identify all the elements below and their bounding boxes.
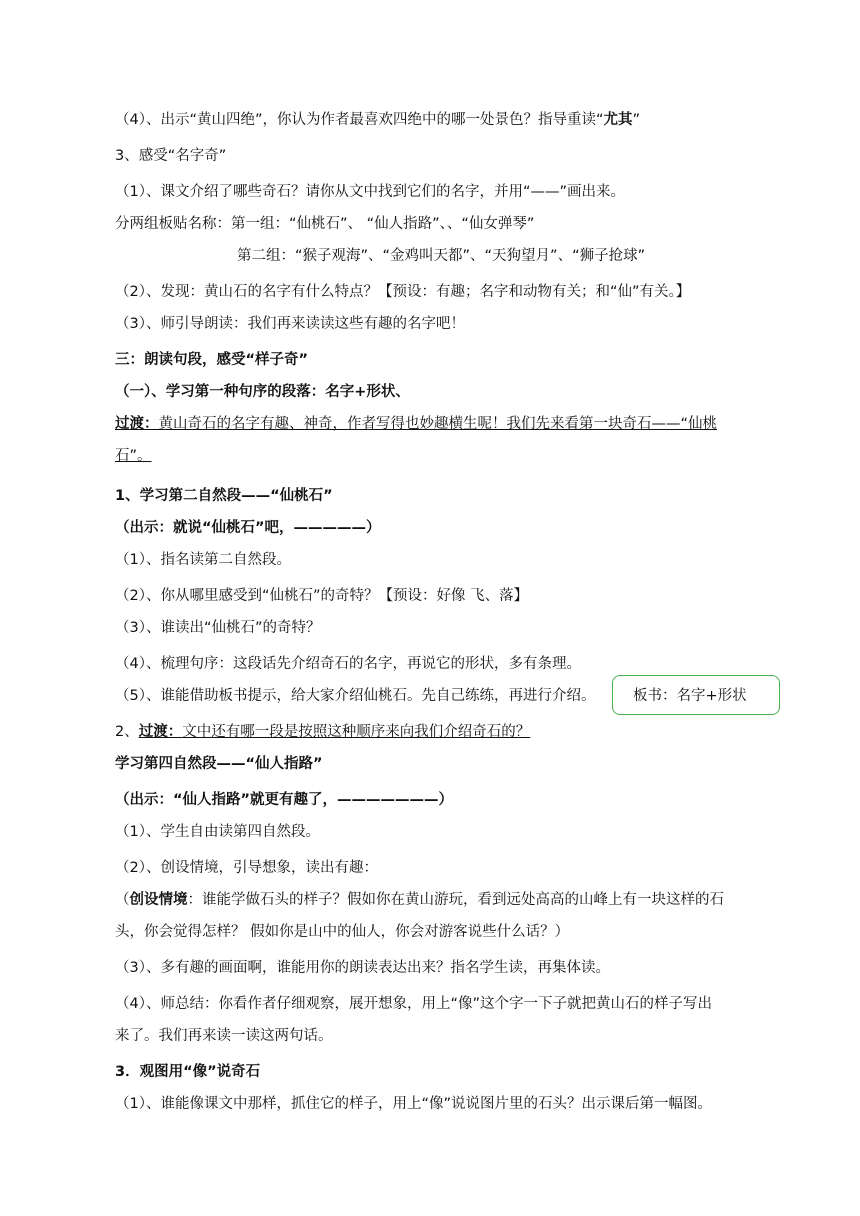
board-note-box [612,675,780,715]
bold-text: 创设情境 [129,892,188,908]
transition-paragraph [115,722,530,742]
text-line: （1）、学生自由读第四自然段。 [115,824,320,840]
text-run: 文中还有哪一段是按照这种顺序来向我们介绍奇石的？ [182,724,531,740]
text-line: （3）、谁读出“仙桃石”的奇特？ [115,620,321,636]
text-line: （5）、谁能借助板书提示，给大家介绍仙桃石。先自己练练，再进行介绍。 [115,688,596,704]
text-run: （4）、出示“黄山四绝”，你认为作者最喜欢四绝中的哪一处景色？指导重读“ [115,112,604,128]
text-line: （4）、梳理句序：这段话先介绍奇石的名字，再说它的形状，多有条理。 [115,656,581,672]
text-line [115,110,640,130]
text-line [115,890,724,910]
section-heading: 1、学习第二自然段——“仙桃石” [115,488,333,504]
text-run: 石”。 [115,448,152,464]
bold-text: 尤其 [603,112,633,128]
text-line: 来了。我们再来读一读这两句话。 [115,1028,333,1044]
text-line: 头，你会觉得怎样？ 假如你是山中的仙人，你会对游客说些什么话？） [115,924,570,940]
text-line: （2）、创设情境，引导想象，读出有趣： [115,860,378,876]
text-line [115,446,152,466]
text-line: 分两组板贴名称：第一组：“仙桃石”、 “仙人指路”、、“仙女弹琴” [115,216,535,232]
text-run: ” [632,112,641,128]
board-note-text: 板书：名字+形状 [633,688,747,704]
text-line: （3）、师引导朗读：我们再来读读这些有趣的名字吧！ [115,316,465,332]
section-heading: 3、感受“名字奇” [115,148,227,164]
text-line: （3）、多有趣的画面啊，谁能用你的朗读表达出来？指名学生读，再集体读。 [115,960,610,976]
text-run: ：谁能学做石头的样子？假如你在黄山游玩，看到远处高高的山峰上有一块这样的石 [187,892,724,908]
text-line: （1）、谁能像课文中那样，抓住它的样子，用上“像”说说图片里的石头？出示课后第一幅图。 [115,1096,712,1112]
text-run: （ [115,892,130,908]
text-line: （2）、发现：黄山石的名字有什么特点？【预设：有趣；名字和动物有关；和“仙”有关。】 [115,284,691,300]
text-line: （出示：“仙人指路”就更有趣了，———————） [115,792,454,808]
text-line: （4）、师总结：你看作者仔细观察，展开想象，用上“像”这个字一下子就把黄山石的样子写出 [115,996,712,1012]
section-heading: 3．观图用“像”说奇石 [115,1064,261,1080]
transition-label: 过渡： [115,416,159,432]
text-line: （出示：就说“仙桃石”吧，—————） [115,520,381,536]
section-heading: 三：朗读句段，感受“样子奇” [115,352,309,368]
text-run: 2、 [115,724,139,740]
transition-label: 过渡： [138,724,183,740]
text-run: 黄山奇石的名字有趣、神奇，作者写得也妙趣横生呢！我们先来看第一块奇石——“仙桃 [158,416,718,432]
transition-paragraph [115,414,717,434]
section-heading: 学习第四自然段——“仙人指路” [115,756,323,772]
text-line: （2）、你从哪里感受到“仙桃石”的奇特？【预设：好像 飞、落】 [115,588,529,604]
text-line: 第二组：“猴子观海”、“金鸡叫天都”、“天狗望月”、“狮子抢球” [237,248,646,264]
text-line: （1）、指名读第二自然段。 [115,552,291,568]
text-line: （1）、课文介绍了哪些奇石？请你从文中找到它们的名字，并用“——”画出来。 [115,184,625,200]
section-heading: （一）、学习第一种句序的段落：名字+形状、 [115,384,410,400]
